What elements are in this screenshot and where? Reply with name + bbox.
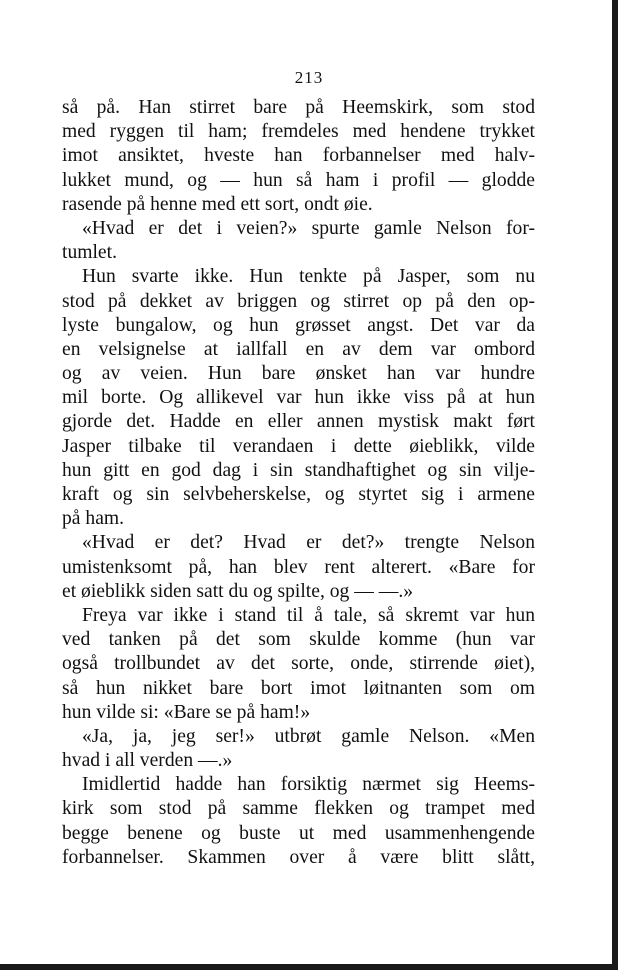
text-line: kraft og sin selvbeherskelse, og styrtet sig i armene (62, 484, 535, 505)
text-line: hun vilde si: «Bare se på ham!» (62, 701, 311, 723)
text-line: mil borte. Og allikevel var hun ikke viss på at hun (62, 387, 535, 409)
text-line: «Ja, ja, jeg ser!» utbrøt gamle Nelson. «Men (82, 725, 535, 747)
text-line: stod på dekket av briggen og stirret op på den op- (62, 290, 535, 312)
text-line: og av veien. Hun bare ønsket han var hundre (62, 363, 535, 385)
text-line: lyste bungalow, og hun grøsset angst. Det var da (62, 314, 535, 336)
text-line: et øieblikk siden satt du og spilte, og — —.» (62, 580, 414, 602)
text-line: ved tanken på det som skulde komme (hun var (62, 629, 535, 651)
text-line: så hun nikket bare bort imot løitnanten som om (62, 677, 535, 699)
text-line: «Hvad er det i veien?» spurte gamle Nelson for- (82, 217, 535, 239)
text-line: kirk som stod på samme flekken og trampet med (62, 798, 535, 820)
text-line: imot ansiktet, hveste han forbannelser med halv- (62, 145, 535, 167)
text-line: en velsignelse at iallfall en av dem var ombord (62, 338, 535, 360)
text-line: hun gitt en god dag i sin standhaftighet og sin vilje- (62, 459, 535, 481)
text-line: Freya var ikke i stand til å tale, så skremt var hun (82, 604, 535, 626)
body-text (62, 96, 535, 870)
text-line: så på. Han stirret bare på Heemskirk, som stod (62, 97, 535, 118)
text-line: Imidlertid hadde han forsiktig nærmet sig Heems- (82, 774, 535, 796)
text-line: gjorde det. Hadde en eller annen mystisk makt ført (62, 411, 535, 433)
text-line: lukket mund, og — hun så ham i profil — glodde (62, 169, 535, 191)
text-line: også trollbundet av det sorte, onde, stirrende øiet), (62, 653, 535, 675)
text-line: hvad i all verden —.» (62, 750, 233, 772)
text-line: begge benene og buste ut med usammenhengende (62, 822, 535, 844)
text-line: tumlet. (62, 242, 117, 264)
text-line: Jasper tilbake til verandaen i dette øieblikk, vilde (62, 435, 535, 457)
text-line: med ryggen til ham; fremdeles med hendene trykket (62, 121, 535, 143)
text-line: forbannelser. Skammen over å være blitt slått, (62, 846, 535, 868)
page-number: 213 (294, 68, 324, 87)
text-line: rasende på henne med ett sort, ondt øie. (62, 193, 373, 215)
text-line: på ham. (62, 508, 125, 530)
text-line: «Hvad er det? Hvad er det?» trengte Nelson (82, 532, 535, 554)
text-line: umistenksomt på, han blev rent alterert. «Bare for (62, 556, 535, 578)
text-line: Hun svarte ikke. Hun tenkte på Jasper, som nu (82, 266, 535, 288)
